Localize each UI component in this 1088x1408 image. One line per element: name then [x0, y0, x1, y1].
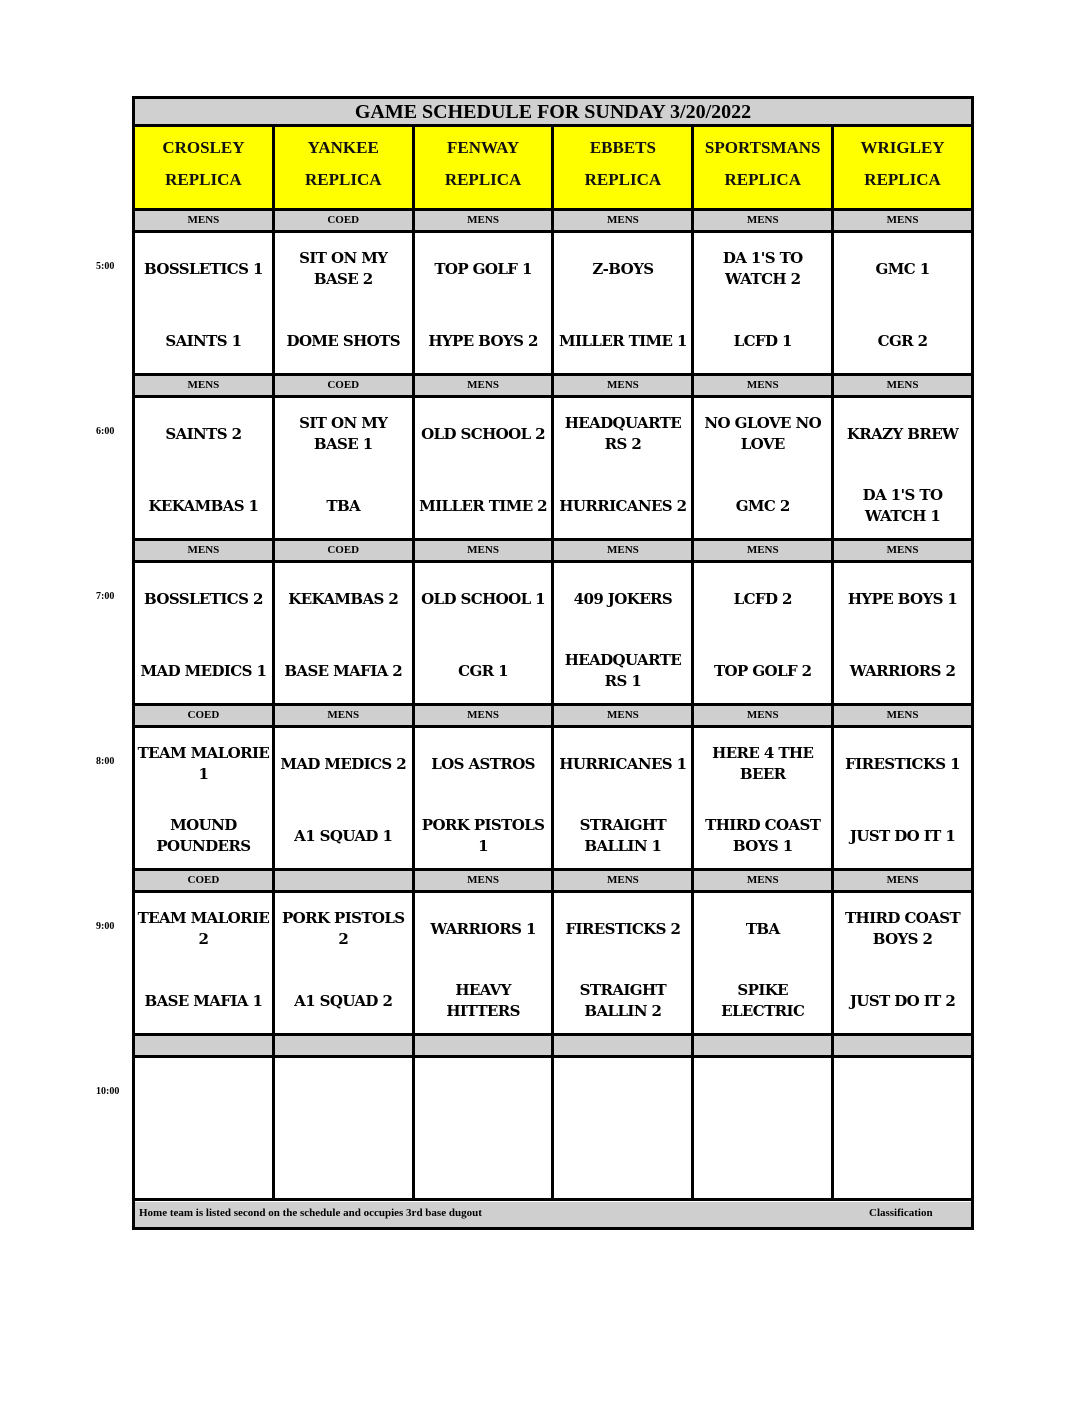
field-name: CROSLEY: [162, 138, 245, 157]
home-team: WARRIORS 2: [849, 661, 956, 680]
home-team: GMC 2: [735, 496, 790, 515]
division-label: MENS: [834, 706, 971, 728]
game-cell: [275, 398, 415, 541]
home-team-note: Home team is listed second on the schedule and occupies 3rd base dugout: [139, 1207, 482, 1219]
game-cell: [415, 1058, 555, 1201]
field-type: REPLICA: [724, 170, 801, 189]
time-label: 7:00: [96, 591, 115, 602]
away-team: SAINTS 2: [165, 424, 242, 443]
division-label: MENS: [135, 211, 275, 233]
division-label: [554, 1036, 694, 1058]
division-label: [694, 1036, 834, 1058]
home-team: DOME SHOTS: [286, 331, 400, 350]
game-cell: [834, 728, 971, 871]
away-team: NO GLOVE NO LOVE: [704, 414, 822, 453]
field-type: REPLICA: [444, 170, 522, 189]
away-team: BOSSLETICS 2: [144, 589, 263, 608]
game-cell: [275, 893, 415, 1036]
field-type: REPLICA: [864, 170, 941, 189]
game-cell: [834, 398, 971, 541]
division-label: COED: [275, 376, 415, 398]
time-slot-row: [135, 563, 971, 706]
game-cell: [135, 563, 275, 706]
away-team: PORK PISTOLS 2: [281, 909, 405, 948]
field-header-row: [135, 127, 971, 211]
field-type: REPLICA: [304, 170, 382, 189]
home-team: JUST DO IT 2: [849, 991, 956, 1010]
field-name: YANKEE: [307, 138, 379, 157]
away-team: SIT ON MY BASE 2: [299, 249, 388, 288]
time-label: 8:00: [96, 756, 115, 767]
time-label: 5:00: [96, 261, 115, 272]
game-cell: [415, 728, 555, 871]
game-cell: [834, 563, 971, 706]
field-name: EBBETS: [589, 138, 656, 157]
division-label: MENS: [834, 376, 971, 398]
division-label: MENS: [415, 706, 555, 728]
away-team: WARRIORS 1: [430, 919, 536, 938]
home-team: CGR 2: [877, 331, 928, 350]
division-label: COED: [135, 871, 275, 893]
time-label: 10:00: [96, 1086, 120, 1097]
division-label: MENS: [275, 706, 415, 728]
game-cell: [415, 563, 555, 706]
division-row: [135, 706, 971, 728]
division-label: MENS: [415, 871, 555, 893]
division-label: [135, 1036, 275, 1058]
time-label: 6:00: [96, 426, 115, 437]
home-team: [275, 1142, 412, 1190]
away-team: Z-BOYS: [592, 259, 654, 278]
division-row: [135, 376, 971, 398]
division-label: MENS: [694, 706, 834, 728]
division-label: MENS: [415, 541, 555, 563]
game-cell: [834, 893, 971, 1036]
division-label: MENS: [554, 376, 694, 398]
game-cell: [415, 233, 555, 376]
field-type: REPLICA: [584, 170, 662, 189]
game-cell: [694, 893, 834, 1036]
division-label: MENS: [415, 211, 555, 233]
game-cell: [135, 728, 275, 871]
field-header: [415, 127, 555, 211]
away-team: TEAM MALORIE 2: [137, 909, 270, 948]
field-type: REPLICA: [165, 170, 242, 189]
away-team: [834, 1070, 971, 1118]
home-team: STRAIGHT BALLIN 2: [579, 981, 667, 1020]
game-cell: [135, 893, 275, 1036]
away-team: [135, 1070, 272, 1118]
home-team: [415, 1142, 552, 1190]
home-team: BASE MAFIA 1: [144, 991, 263, 1010]
division-label: MENS: [554, 211, 694, 233]
game-cell: [275, 1058, 415, 1201]
away-team: [415, 1070, 552, 1118]
home-team: JUST DO IT 1: [849, 826, 956, 845]
home-team: MOUND POUNDERS: [156, 816, 251, 855]
away-team: [275, 1070, 412, 1118]
division-label: COED: [135, 706, 275, 728]
division-row: [135, 211, 971, 233]
away-team: GMC 1: [875, 259, 930, 278]
field-header: [694, 127, 834, 211]
home-team: HYPE BOYS 2: [428, 331, 538, 350]
time-slot-row: [135, 893, 971, 1036]
away-team: [694, 1070, 831, 1118]
home-team: [554, 1142, 691, 1190]
away-team: DA 1'S TO WATCH 2: [722, 249, 803, 288]
game-cell: [135, 233, 275, 376]
division-label: MENS: [834, 541, 971, 563]
game-cell: [694, 563, 834, 706]
home-team: KEKAMBAS 1: [148, 496, 259, 515]
division-label: COED: [275, 541, 415, 563]
home-team: MAD MEDICS 1: [140, 661, 267, 680]
division-label: MENS: [554, 871, 694, 893]
game-cell: [694, 728, 834, 871]
game-cell: [554, 893, 694, 1036]
away-team: MAD MEDICS 2: [280, 754, 407, 773]
away-team: OLD SCHOOL 1: [421, 589, 546, 608]
division-row: [135, 541, 971, 563]
home-team: DA 1'S TO WATCH 1: [862, 486, 943, 525]
away-team: HEADQUARTE RS 2: [564, 414, 682, 453]
division-label: COED: [275, 211, 415, 233]
away-team: 409 JOKERS: [573, 589, 673, 608]
division-label: [275, 871, 415, 893]
schedule-footer: [135, 1202, 971, 1227]
field-header: [135, 127, 275, 211]
game-cell: [554, 728, 694, 871]
division-label: [275, 1036, 415, 1058]
time-label: 9:00: [96, 921, 115, 932]
away-team: SIT ON MY BASE 1: [299, 414, 388, 453]
home-team: HURRICANES 2: [559, 496, 687, 515]
game-cell: [554, 1058, 694, 1201]
home-team: [834, 1142, 971, 1190]
game-cell: [834, 1058, 971, 1201]
away-team: LCFD 2: [733, 589, 792, 608]
home-team: PORK PISTOLS 1: [421, 816, 545, 855]
home-team: TBA: [326, 496, 361, 515]
away-team: FIRESTICKS 1: [845, 754, 960, 773]
division-label: MENS: [554, 541, 694, 563]
game-cell: [554, 398, 694, 541]
time-slot-row: [135, 728, 971, 871]
field-name: SPORTSMANS: [704, 138, 821, 157]
home-team: A1 SQUAD 1: [294, 826, 393, 845]
home-team: SPIKE ELECTRIC: [721, 981, 805, 1020]
home-team: MILLER TIME 2: [419, 496, 548, 515]
away-team: FIRESTICKS 2: [565, 919, 681, 938]
division-row: [135, 871, 971, 893]
away-team: LOS ASTROS: [431, 754, 535, 773]
field-header: [275, 127, 415, 211]
home-team: THIRD COAST BOYS 1: [705, 816, 821, 855]
game-cell: [834, 233, 971, 376]
field-name: FENWAY: [447, 138, 520, 157]
field-header: [554, 127, 694, 211]
home-team: A1 SQUAD 2: [294, 991, 393, 1010]
away-team: KEKAMBAS 2: [288, 589, 399, 608]
away-team: OLD SCHOOL 2: [421, 424, 546, 443]
division-label: MENS: [694, 211, 834, 233]
away-team: TOP GOLF 1: [434, 259, 532, 278]
home-team: [135, 1142, 272, 1190]
home-team: BASE MAFIA 2: [284, 661, 403, 680]
game-cell: [275, 563, 415, 706]
division-label: MENS: [694, 541, 834, 563]
division-label: MENS: [135, 541, 275, 563]
time-slot-row: [135, 233, 971, 376]
division-label: MENS: [415, 376, 555, 398]
game-cell: [415, 893, 555, 1036]
home-team: [694, 1142, 831, 1190]
game-cell: [554, 233, 694, 376]
field-name: WRIGLEY: [860, 138, 945, 157]
division-label: MENS: [694, 376, 834, 398]
home-team: HEAVY HITTERS: [446, 981, 520, 1020]
division-label: [834, 1036, 971, 1058]
home-team: MILLER TIME 1: [558, 331, 687, 350]
classification-label: Classification: [869, 1207, 933, 1219]
home-team: TOP GOLF 2: [713, 661, 812, 680]
home-team: CGR 1: [458, 661, 508, 680]
game-cell: [415, 398, 555, 541]
game-cell: [135, 398, 275, 541]
away-team: THIRD COAST BOYS 2: [845, 909, 961, 948]
schedule-title: GAME SCHEDULE FOR SUNDAY 3/20/2022: [135, 99, 971, 127]
game-cell: [694, 398, 834, 541]
division-label: MENS: [135, 376, 275, 398]
game-cell: [275, 233, 415, 376]
game-cell: [694, 233, 834, 376]
division-label: MENS: [554, 706, 694, 728]
away-team: HURRICANES 1: [559, 754, 687, 773]
division-label: MENS: [834, 211, 971, 233]
home-team: SAINTS 1: [165, 331, 242, 350]
away-team: BOSSLETICS 1: [144, 259, 263, 278]
time-slot-row: [135, 398, 971, 541]
time-slot-row: [135, 1058, 971, 1201]
home-team: LCFD 1: [733, 331, 792, 350]
schedule-sheet: [132, 96, 974, 1230]
division-label: MENS: [834, 871, 971, 893]
game-cell: [135, 1058, 275, 1201]
game-cell: [275, 728, 415, 871]
away-team: [554, 1070, 691, 1118]
home-team: HEADQUARTE RS 1: [564, 651, 682, 690]
away-team: TBA: [745, 919, 780, 938]
away-team: KRAZY BREW: [846, 424, 959, 443]
away-team: HERE 4 THE BEER: [712, 744, 814, 783]
division-row: [135, 1036, 971, 1058]
division-label: [415, 1036, 555, 1058]
away-team: TEAM MALORIE 1: [137, 744, 270, 783]
home-team: STRAIGHT BALLIN 1: [579, 816, 667, 855]
field-header: [834, 127, 971, 211]
game-cell: [554, 563, 694, 706]
game-cell: [694, 1058, 834, 1201]
away-team: HYPE BOYS 1: [847, 589, 958, 608]
division-label: MENS: [694, 871, 834, 893]
